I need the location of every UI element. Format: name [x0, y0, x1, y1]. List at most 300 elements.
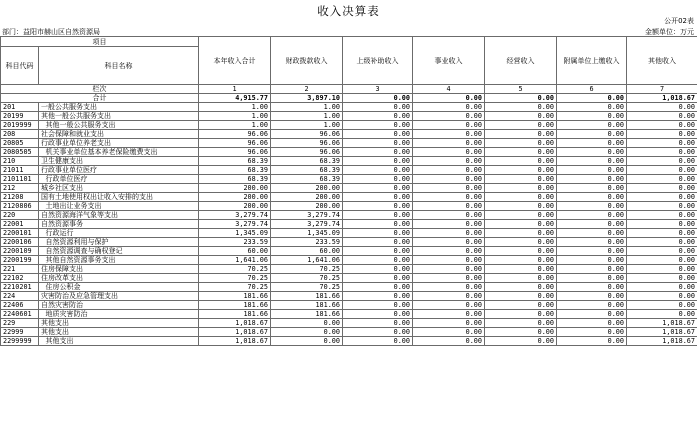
- amount-cell: 0.00: [557, 310, 627, 319]
- subject-name: 机关事业单位基本养老保险缴费支出: [39, 148, 199, 157]
- amount-cell: 70.25: [199, 274, 271, 283]
- amount-cell: 0.00: [343, 175, 413, 184]
- subject-name: 社会保障和就业支出: [39, 130, 199, 139]
- subject-code: 224: [1, 292, 39, 301]
- amount-cell: 68.39: [199, 166, 271, 175]
- amount-cell: 1,345.09: [271, 229, 343, 238]
- amount-cell: 0.00: [627, 148, 697, 157]
- amount-cell: 0.00: [343, 202, 413, 211]
- total-value: 1,018.67: [627, 94, 697, 103]
- subject-name: 其他一般公共服务支出: [39, 112, 199, 121]
- amount-cell: 0.00: [343, 274, 413, 283]
- amount-cell: 96.06: [271, 139, 343, 148]
- amount-cell: 0.00: [557, 301, 627, 310]
- amount-cell: 0.00: [343, 220, 413, 229]
- amount-cell: 1.00: [271, 121, 343, 130]
- col-header-superior-subsidy: 上级补助收入: [343, 37, 413, 85]
- amount-cell: 0.00: [413, 130, 485, 139]
- amount-cell: 0.00: [485, 310, 557, 319]
- amount-cell: 0.00: [413, 337, 485, 346]
- amount-cell: 0.00: [343, 229, 413, 238]
- amount-cell: 0.00: [271, 328, 343, 337]
- table-row: [1, 247, 697, 256]
- amount-cell: 0.00: [343, 139, 413, 148]
- amount-cell: 0.00: [557, 202, 627, 211]
- amount-cell: 70.25: [199, 265, 271, 274]
- amount-cell: 0.00: [343, 184, 413, 193]
- amount-cell: 0.00: [485, 265, 557, 274]
- amount-cell: 1,018.67: [627, 337, 697, 346]
- amount-cell: 0.00: [485, 238, 557, 247]
- subject-code: 2200109: [1, 247, 39, 256]
- amount-cell: 96.06: [199, 139, 271, 148]
- subject-code: 229: [1, 319, 39, 328]
- amount-cell: 200.00: [271, 193, 343, 202]
- amount-cell: 0.00: [343, 337, 413, 346]
- subject-code: 20805: [1, 139, 39, 148]
- amount-cell: 0.00: [343, 121, 413, 130]
- amount-cell: 0.00: [557, 229, 627, 238]
- amount-cell: 0.00: [627, 157, 697, 166]
- amount-cell: 0.00: [557, 130, 627, 139]
- amount-cell: 181.66: [199, 310, 271, 319]
- index-cell: 4: [413, 85, 485, 94]
- amount-cell: 0.00: [485, 247, 557, 256]
- amount-cell: 0.00: [627, 256, 697, 265]
- subject-code: 212: [1, 184, 39, 193]
- amount-cell: 3,279.74: [271, 211, 343, 220]
- amount-cell: 0.00: [557, 238, 627, 247]
- header-row-group: [1, 37, 697, 47]
- amount-cell: 1.00: [199, 121, 271, 130]
- amount-cell: 0.00: [557, 256, 627, 265]
- subject-name: 行政运行: [39, 229, 199, 238]
- subject-name: 行政单位医疗: [39, 175, 199, 184]
- subject-code: 21011: [1, 166, 39, 175]
- total-value: 3,897.10: [271, 94, 343, 103]
- table-row: [1, 193, 697, 202]
- subject-name: 行政事业单位医疗: [39, 166, 199, 175]
- amount-cell: 0.00: [413, 211, 485, 220]
- subject-name: 住房公积金: [39, 283, 199, 292]
- amount-cell: 0.00: [343, 103, 413, 112]
- table-row: [1, 148, 697, 157]
- subject-code: 2101101: [1, 175, 39, 184]
- index-label: 栏次: [1, 85, 199, 94]
- subject-name: 住房改革支出: [39, 274, 199, 283]
- amount-cell: 0.00: [557, 184, 627, 193]
- table-row: [1, 265, 697, 274]
- amount-cell: 68.39: [271, 175, 343, 184]
- amount-cell: 0.00: [627, 103, 697, 112]
- amount-cell: 0.00: [485, 157, 557, 166]
- amount-cell: 70.25: [271, 274, 343, 283]
- amount-cell: 181.66: [199, 292, 271, 301]
- amount-cell: 181.66: [271, 301, 343, 310]
- total-label: 合计: [1, 94, 199, 103]
- table-row: [1, 283, 697, 292]
- amount-cell: 0.00: [413, 274, 485, 283]
- amount-cell: 0.00: [627, 202, 697, 211]
- amount-cell: 0.00: [413, 238, 485, 247]
- amount-cell: 0.00: [485, 337, 557, 346]
- amount-cell: 0.00: [413, 202, 485, 211]
- table-row: [1, 175, 697, 184]
- amount-cell: 0.00: [627, 283, 697, 292]
- table-row: [1, 166, 697, 175]
- table-row: [1, 229, 697, 238]
- amount-cell: 0.00: [485, 166, 557, 175]
- amount-cell: 0.00: [485, 256, 557, 265]
- col-header-fiscal-appropriation: 财政拨款收入: [271, 37, 343, 85]
- amount-cell: 0.00: [485, 121, 557, 130]
- amount-cell: 1,018.67: [199, 319, 271, 328]
- code-header: 科目代码: [1, 47, 39, 85]
- subject-name: 一般公共服务支出: [39, 103, 199, 112]
- amount-cell: 3,279.74: [199, 220, 271, 229]
- amount-cell: 0.00: [557, 337, 627, 346]
- amount-cell: 0.00: [557, 292, 627, 301]
- amount-cell: 0.00: [627, 220, 697, 229]
- amount-cell: 0.00: [557, 112, 627, 121]
- amount-cell: 60.00: [199, 247, 271, 256]
- table-row: [1, 274, 697, 283]
- amount-cell: 0.00: [413, 265, 485, 274]
- amount-cell: 70.25: [271, 283, 343, 292]
- amount-cell: 96.06: [271, 148, 343, 157]
- amount-cell: 0.00: [413, 139, 485, 148]
- amount-cell: 0.00: [343, 328, 413, 337]
- amount-cell: 0.00: [343, 157, 413, 166]
- subject-name: 卫生健康支出: [39, 157, 199, 166]
- amount-cell: 181.66: [271, 292, 343, 301]
- amount-cell: 0.00: [485, 130, 557, 139]
- amount-cell: 0.00: [627, 175, 697, 184]
- amount-cell: 68.39: [271, 157, 343, 166]
- subject-code: 2299999: [1, 337, 39, 346]
- amount-cell: 0.00: [485, 292, 557, 301]
- amount-cell: 0.00: [413, 292, 485, 301]
- table-row: [1, 328, 697, 337]
- table-row: [1, 256, 697, 265]
- amount-cell: 0.00: [557, 175, 627, 184]
- amount-cell: 0.00: [557, 265, 627, 274]
- table-row: [1, 184, 697, 193]
- amount-cell: 0.00: [271, 337, 343, 346]
- amount-cell: 0.00: [343, 319, 413, 328]
- amount-cell: 0.00: [627, 211, 697, 220]
- amount-cell: 0.00: [557, 148, 627, 157]
- amount-cell: 1.00: [199, 112, 271, 121]
- amount-cell: 0.00: [485, 193, 557, 202]
- amount-cell: 1,641.06: [271, 256, 343, 265]
- subject-code: 2080505: [1, 148, 39, 157]
- amount-cell: 1.00: [271, 112, 343, 121]
- table-row: [1, 220, 697, 229]
- amount-cell: 60.00: [271, 247, 343, 256]
- amount-cell: 181.66: [271, 310, 343, 319]
- subject-code: 208: [1, 130, 39, 139]
- total-value: 4,915.77: [199, 94, 271, 103]
- table-row: [1, 139, 697, 148]
- amount-cell: 0.00: [485, 184, 557, 193]
- amount-cell: 0.00: [485, 202, 557, 211]
- amount-cell: 1.00: [271, 103, 343, 112]
- amount-cell: 0.00: [413, 220, 485, 229]
- report-title: 收入决算表: [317, 4, 380, 18]
- table-row: [1, 112, 697, 121]
- amount-cell: 200.00: [199, 184, 271, 193]
- table-row: [1, 211, 697, 220]
- subject-code: 2200199: [1, 256, 39, 265]
- amount-cell: 0.00: [413, 256, 485, 265]
- amount-cell: 0.00: [627, 247, 697, 256]
- amount-cell: 3,279.74: [199, 211, 271, 220]
- amount-cell: 0.00: [413, 175, 485, 184]
- amount-cell: 200.00: [271, 202, 343, 211]
- table-row: [1, 202, 697, 211]
- amount-cell: 200.00: [199, 202, 271, 211]
- amount-cell: 0.00: [557, 121, 627, 130]
- amount-cell: 0.00: [557, 247, 627, 256]
- subject-code: 220: [1, 211, 39, 220]
- department-label: 部门：益阳市赫山区自然资源局: [2, 28, 100, 36]
- amount-cell: 96.06: [199, 148, 271, 157]
- amount-cell: 0.00: [413, 283, 485, 292]
- index-cell: 5: [485, 85, 557, 94]
- amount-cell: 96.06: [271, 130, 343, 139]
- amount-cell: 0.00: [557, 166, 627, 175]
- col-header-other-income: 其他收入: [627, 37, 697, 85]
- amount-cell: 0.00: [413, 112, 485, 121]
- amount-cell: 0.00: [557, 328, 627, 337]
- total-value: 0.00: [343, 94, 413, 103]
- subject-code: 2210201: [1, 283, 39, 292]
- income-table: [0, 36, 697, 346]
- amount-cell: 70.25: [199, 283, 271, 292]
- amount-cell: 0.00: [557, 139, 627, 148]
- amount-cell: 68.39: [271, 166, 343, 175]
- total-value: 0.00: [485, 94, 557, 103]
- form-code: 公开02表: [664, 17, 694, 25]
- subject-name: 自然灾害防治: [39, 301, 199, 310]
- table-row: [1, 130, 697, 139]
- amount-cell: 68.39: [199, 157, 271, 166]
- amount-cell: 0.00: [343, 247, 413, 256]
- subject-name: 地质灾害防治: [39, 310, 199, 319]
- amount-cell: 0.00: [343, 166, 413, 175]
- amount-cell: 181.66: [199, 301, 271, 310]
- index-cell: 2: [271, 85, 343, 94]
- amount-cell: 0.00: [485, 211, 557, 220]
- amount-cell: 0.00: [413, 157, 485, 166]
- amount-cell: 0.00: [413, 319, 485, 328]
- table-row: [1, 121, 697, 130]
- subject-name: 国有土地使用权出让收入安排的支出: [39, 193, 199, 202]
- amount-cell: 0.00: [485, 283, 557, 292]
- amount-cell: 0.00: [627, 166, 697, 175]
- table-row: [1, 238, 697, 247]
- amount-cell: 0.00: [343, 193, 413, 202]
- subject-code: 22102: [1, 274, 39, 283]
- amount-cell: 0.00: [485, 301, 557, 310]
- index-cell: 3: [343, 85, 413, 94]
- amount-cell: 68.39: [199, 175, 271, 184]
- total-value: 0.00: [557, 94, 627, 103]
- amount-cell: 0.00: [485, 148, 557, 157]
- index-cell: 1: [199, 85, 271, 94]
- amount-cell: 0.00: [343, 148, 413, 157]
- unit-label: 金额单位：万元: [645, 28, 694, 36]
- amount-cell: 0.00: [413, 247, 485, 256]
- subject-name: 自然资源海洋气象等支出: [39, 211, 199, 220]
- subject-code: 21208: [1, 193, 39, 202]
- subject-name: 自然资源利用与保护: [39, 238, 199, 247]
- amount-cell: 0.00: [627, 229, 697, 238]
- amount-cell: 0.00: [557, 283, 627, 292]
- amount-cell: 0.00: [413, 328, 485, 337]
- subject-name: 土地出让业务支出: [39, 202, 199, 211]
- table-row: [1, 103, 697, 112]
- amount-cell: 0.00: [413, 103, 485, 112]
- table-row: [1, 292, 697, 301]
- table-row: [1, 310, 697, 319]
- amount-cell: 233.59: [271, 238, 343, 247]
- subject-code: 20199: [1, 112, 39, 121]
- table-row: [1, 301, 697, 310]
- amount-cell: 200.00: [199, 193, 271, 202]
- amount-cell: 0.00: [557, 274, 627, 283]
- index-cell: 7: [627, 85, 697, 94]
- amount-cell: 0.00: [413, 121, 485, 130]
- subject-code: 2200101: [1, 229, 39, 238]
- amount-cell: 0.00: [557, 103, 627, 112]
- amount-cell: 1,641.06: [199, 256, 271, 265]
- subject-name: 其他自然资源事务支出: [39, 256, 199, 265]
- amount-cell: 0.00: [485, 220, 557, 229]
- subject-name: 其他支出: [39, 337, 199, 346]
- amount-cell: 0.00: [627, 184, 697, 193]
- amount-cell: 0.00: [343, 301, 413, 310]
- subject-name: 其他支出: [39, 319, 199, 328]
- amount-cell: 0.00: [413, 193, 485, 202]
- table-row: [1, 319, 697, 328]
- amount-cell: 0.00: [485, 112, 557, 121]
- amount-cell: 0.00: [343, 292, 413, 301]
- amount-cell: 0.00: [627, 193, 697, 202]
- total-row: [1, 94, 697, 103]
- col-header-affiliated-income: 附属单位上缴收入: [557, 37, 627, 85]
- amount-cell: 1.00: [199, 103, 271, 112]
- amount-cell: 0.00: [343, 265, 413, 274]
- index-row: [1, 85, 697, 94]
- amount-cell: 0.00: [413, 148, 485, 157]
- amount-cell: 0.00: [485, 229, 557, 238]
- amount-cell: 0.00: [627, 238, 697, 247]
- amount-cell: 0.00: [485, 319, 557, 328]
- subject-name: 其他一般公共服务支出: [39, 121, 199, 130]
- subject-name: 行政事业单位养老支出: [39, 139, 199, 148]
- amount-cell: 1,018.67: [627, 328, 697, 337]
- amount-cell: 1,018.67: [199, 328, 271, 337]
- col-header-operating-income: 经营收入: [485, 37, 557, 85]
- subject-code: 201: [1, 103, 39, 112]
- amount-cell: 0.00: [557, 319, 627, 328]
- amount-cell: 96.06: [199, 130, 271, 139]
- amount-cell: 0.00: [343, 283, 413, 292]
- subject-code: 22406: [1, 301, 39, 310]
- amount-cell: 0.00: [485, 139, 557, 148]
- subject-name: 自然资源事务: [39, 220, 199, 229]
- amount-cell: 3,279.74: [271, 220, 343, 229]
- subject-code: 221: [1, 265, 39, 274]
- amount-cell: 0.00: [627, 292, 697, 301]
- amount-cell: 0.00: [485, 175, 557, 184]
- amount-cell: 1,345.09: [199, 229, 271, 238]
- amount-cell: 0.00: [343, 112, 413, 121]
- amount-cell: 0.00: [627, 139, 697, 148]
- subject-code: 2120806: [1, 202, 39, 211]
- amount-cell: 0.00: [627, 130, 697, 139]
- subject-name: 其他支出: [39, 328, 199, 337]
- item-group-header: 项目: [1, 37, 199, 47]
- index-cell: 6: [557, 85, 627, 94]
- amount-cell: 0.00: [627, 310, 697, 319]
- amount-cell: 0.00: [343, 256, 413, 265]
- subject-code: 22999: [1, 328, 39, 337]
- amount-cell: 0.00: [485, 328, 557, 337]
- amount-cell: 0.00: [627, 265, 697, 274]
- table-row: [1, 157, 697, 166]
- amount-cell: 0.00: [485, 103, 557, 112]
- amount-cell: 0.00: [627, 121, 697, 130]
- amount-cell: 0.00: [271, 319, 343, 328]
- amount-cell: 0.00: [627, 112, 697, 121]
- total-value: 0.00: [413, 94, 485, 103]
- amount-cell: 0.00: [413, 310, 485, 319]
- subject-name: 城乡社区支出: [39, 184, 199, 193]
- amount-cell: 0.00: [557, 211, 627, 220]
- amount-cell: 0.00: [413, 166, 485, 175]
- amount-cell: 0.00: [485, 274, 557, 283]
- col-header-total-income: 本年收入合计: [199, 37, 271, 85]
- amount-cell: 0.00: [557, 193, 627, 202]
- subject-code: 2240601: [1, 310, 39, 319]
- subject-name: 住房保障支出: [39, 265, 199, 274]
- amount-cell: 200.00: [271, 184, 343, 193]
- amount-cell: 0.00: [413, 184, 485, 193]
- amount-cell: 0.00: [627, 301, 697, 310]
- subject-code: 22001: [1, 220, 39, 229]
- amount-cell: 0.00: [557, 220, 627, 229]
- amount-cell: 0.00: [557, 157, 627, 166]
- amount-cell: 0.00: [343, 238, 413, 247]
- table-row: [1, 337, 697, 346]
- subject-name: 自然资源调查与确权登记: [39, 247, 199, 256]
- amount-cell: 1,018.67: [199, 337, 271, 346]
- amount-cell: 233.59: [199, 238, 271, 247]
- amount-cell: 0.00: [343, 130, 413, 139]
- subject-code: 2019999: [1, 121, 39, 130]
- amount-cell: 0.00: [413, 229, 485, 238]
- amount-cell: 0.00: [627, 274, 697, 283]
- amount-cell: 0.00: [413, 301, 485, 310]
- subject-code: 2200106: [1, 238, 39, 247]
- amount-cell: 0.00: [343, 310, 413, 319]
- amount-cell: 0.00: [343, 211, 413, 220]
- amount-cell: 70.25: [271, 265, 343, 274]
- col-header-business-income: 事业收入: [413, 37, 485, 85]
